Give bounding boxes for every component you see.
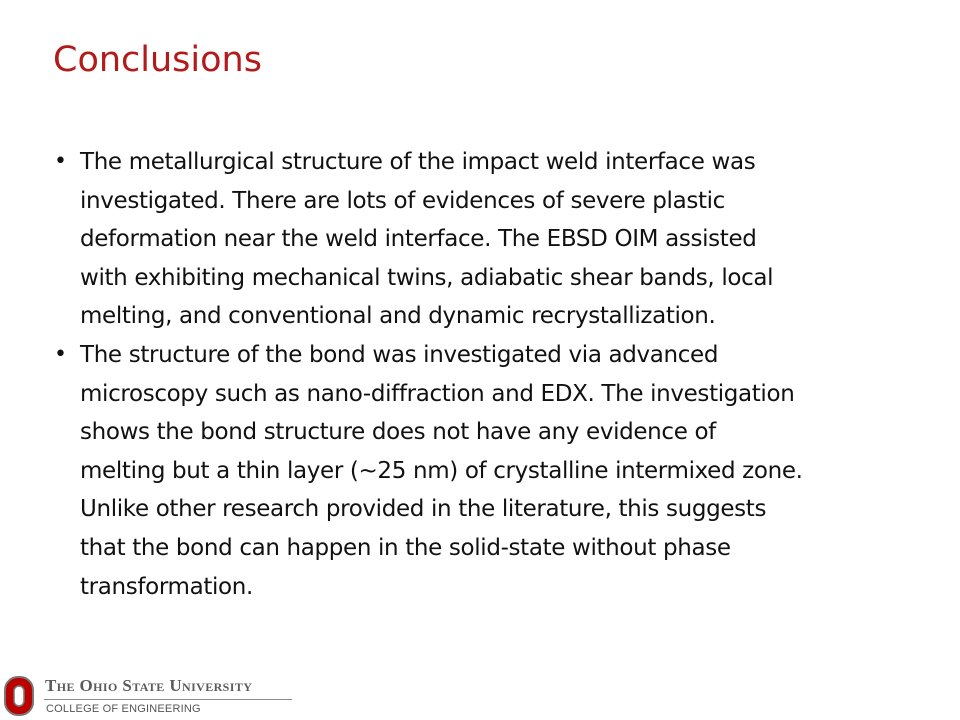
slide-title: Conclusions: [53, 40, 262, 80]
footer: [0, 668, 320, 720]
bullet-line: melting but a thin layer (~25 nm) of crystalline intermixed zone.: [80, 457, 803, 484]
bullet-item: [52, 143, 930, 336]
bullet-marker: •: [54, 341, 67, 367]
bullet-line: deformation near the weld interface. The EBSD OIM assisted: [80, 226, 757, 253]
bullet-line: microscopy such as nano-diffraction and EDX. The investigation: [80, 380, 795, 407]
bullet-line: transformation.: [80, 573, 253, 600]
bullet-line: The metallurgical structure of the impact weld interface was: [80, 149, 756, 175]
bullet-line: with exhibiting mechanical twins, adiabatic shear bands, local: [80, 264, 774, 291]
block-o-logo-icon: [4, 676, 34, 716]
university-name: The Ohio State University: [45, 676, 253, 695]
footer-divider: [44, 699, 292, 700]
bullet-item: [52, 336, 930, 606]
bullet-line: melting, and conventional and dynamic recrystallization.: [80, 303, 716, 330]
bullet-line: Unlike other research provided in the literature, this suggests: [80, 496, 767, 523]
bullet-line: The structure of the bond was investigated via advanced: [80, 341, 719, 368]
bullet-line: shows the bond structure does not have any evidence of: [80, 419, 716, 446]
bullet-line: investigated. There are lots of evidences of severe plastic: [80, 187, 725, 214]
bullet-list: [52, 143, 930, 606]
bullet-marker: •: [54, 149, 67, 174]
college-name: COLLEGE OF ENGINEERING: [46, 703, 201, 715]
bullet-line: that the bond can happen in the solid-state without phase: [80, 534, 731, 561]
